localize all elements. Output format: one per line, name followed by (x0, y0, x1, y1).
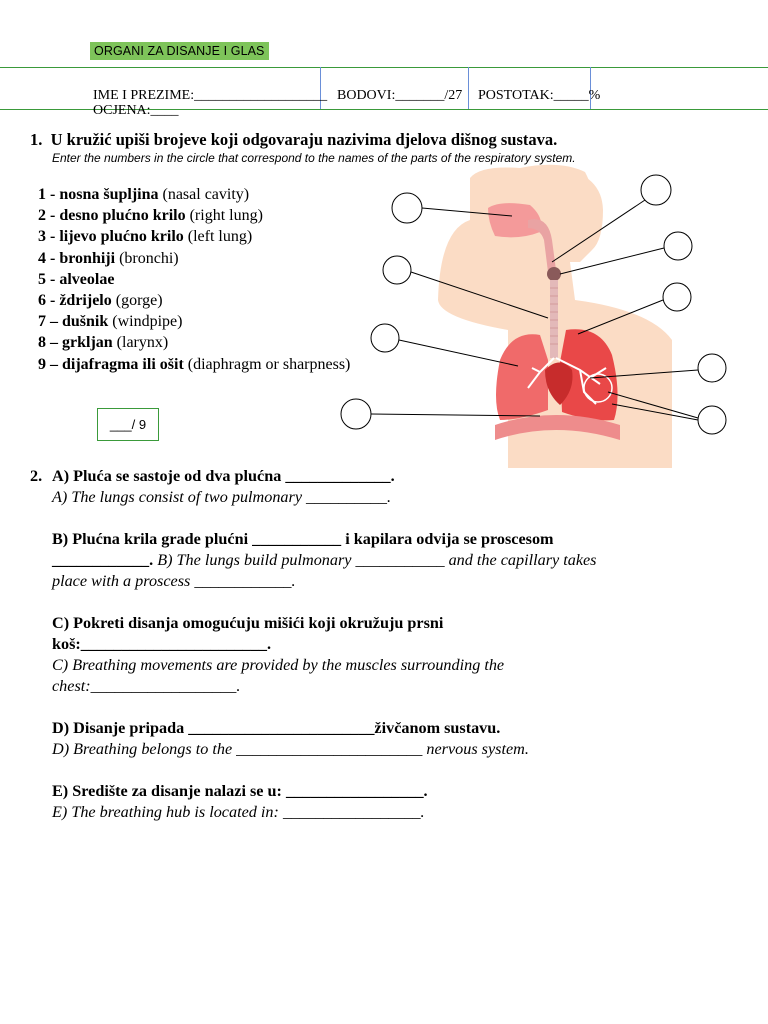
respiratory-diagram (0, 0, 768, 480)
trachea (550, 280, 558, 358)
part-e-en: E) The breathing hub is located in: _________________. (52, 803, 425, 821)
part-b-hr: B) Plućna krila grade plućni ___________ i kapilara odvija se proscesom (52, 530, 554, 548)
list-item: 8 – grkljan (larynx) (38, 334, 169, 352)
percent-field[interactable]: POSTOTAK:_____% (478, 88, 601, 103)
part-c-hr: C) Pokreti disanja omogućuju mišići koji okružuju prsni (52, 614, 444, 632)
label-circle (383, 256, 411, 284)
list-item: 5 - alveolae (38, 270, 115, 288)
label-circle (392, 193, 422, 223)
part-b-hr-cont: ____________. (52, 551, 154, 569)
points-field[interactable]: BODOVI:_______/27 (337, 88, 463, 103)
list-item: 1 - nosna šupljina (nasal cavity) (38, 186, 250, 203)
label-circle (698, 354, 726, 382)
part-c-hr-cont: koš:_______________________. (52, 635, 271, 653)
label-circle (663, 283, 691, 311)
part-b (52, 529, 750, 592)
list-item: 9 – dijafragma ili ošit (diaphragm or sharpness) (38, 355, 351, 373)
part-b-en: B) The lungs build pulmonary ___________ and the capillary takes (153, 551, 597, 569)
question-number: 1. (30, 130, 43, 149)
worksheet-title: ORGANI ZA DISANJE I GLAS (90, 42, 269, 60)
part-d (52, 718, 750, 760)
label-circle (341, 399, 371, 429)
part-d-en: D) Breathing belongs to the _______________________ nervous system. (52, 740, 529, 758)
part-c-en: C) Breathing movements are provided by the muscles surrounding the (52, 656, 505, 674)
question-1-subtitle: Enter the numbers in the circle that correspond to the names of the parts of the respiratory system. (52, 151, 576, 165)
grade-field[interactable]: OCJENA:____ (93, 103, 179, 118)
label-circle (641, 175, 671, 205)
question-number: 2. (30, 467, 43, 485)
part-a (52, 466, 750, 508)
part-e-hr: E) Središte za disanje nalazi se u: _________________. (52, 782, 428, 800)
part-c-en-cont: chest:__________________. (52, 677, 241, 695)
leader-line (399, 340, 518, 366)
list-item: 7 – dušnik (windpipe) (38, 313, 183, 331)
label-circle (664, 232, 692, 260)
question-text: U kružić upiši brojeve koji odgovaraju nazivima djelova dišnog sustava. (50, 130, 558, 149)
list-item: 3 - lijevo plućno krilo (left lung) (38, 228, 253, 246)
question-2 (30, 466, 750, 844)
label-circle (371, 324, 399, 352)
list-item: 6 - ždrijelo (gorge) (38, 292, 163, 310)
list-item: 2 - desno plućno krilo (right lung) (38, 207, 263, 225)
part-d-hr: D) Disanje pripada _______________________živčanom sustavu. (52, 719, 501, 737)
part-a-hr: A) Pluća se sastoje od dva plućna _____________. (52, 467, 395, 485)
part-b-en-cont: place with a proscess ____________. (52, 572, 296, 590)
right-lung (496, 334, 548, 420)
larynx (547, 267, 561, 281)
name-field[interactable]: IME I PREZIME:___________________ (93, 88, 328, 103)
part-e (52, 781, 750, 823)
score-box[interactable]: ___/ 9 (97, 408, 159, 441)
label-circle (698, 406, 726, 434)
list-item: 4 - bronhiji (bronchi) (38, 249, 179, 267)
part-a-en: A) The lungs consist of two pulmonary __________. (52, 488, 392, 506)
part-c (52, 613, 750, 697)
